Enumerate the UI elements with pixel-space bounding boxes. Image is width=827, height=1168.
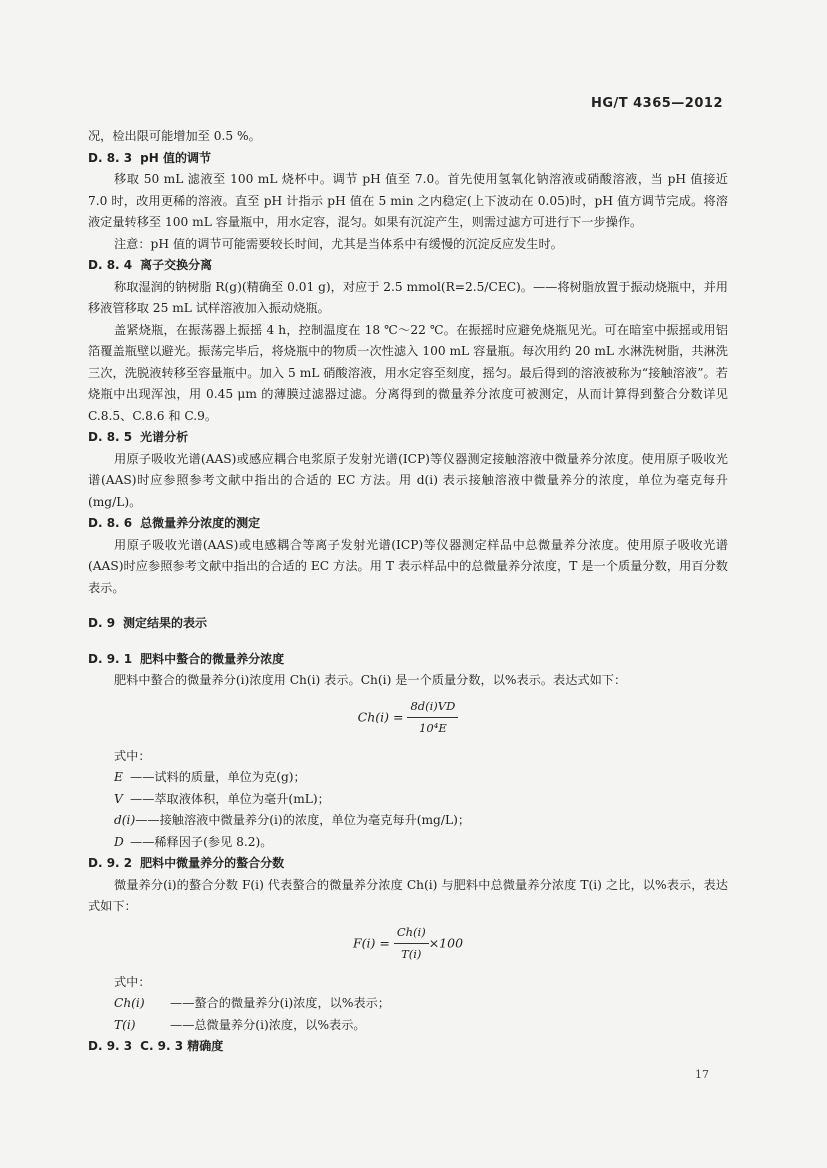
formula-f1 — [88, 696, 728, 740]
subsection-heading — [88, 255, 728, 277]
variable-description: ——接触溶液中微量养分(i)的浓度，单位为毫克每升(mg/L)； — [135, 813, 471, 827]
formula-numerator: Ch(i) — [394, 922, 429, 945]
variable-definition — [114, 789, 728, 811]
heading-number: D. 9. 2 — [88, 856, 133, 870]
formula-denominator: 10⁴E — [419, 721, 447, 735]
paragraph: 移取 50 mL 滤液至 100 mL 烧杯中。调节 pH 值至 7.0。首先使用氢氧化钠溶液或硝酸溶液，当 pH 值接近 7.0 时，改用更稀的溶液。直至 pH 计指示 pH 值在 5 min 之内稳定(上下波动在 0.05)时，pH 值方调节完成。将溶液定量转移至 100 mL 容量瓶中，用水定容，混匀。如果有沉淀产生，则需过滤方可进行下一步操作。 — [88, 172, 728, 229]
variable-description: ——试料的质量，单位为克(g)； — [130, 770, 306, 784]
section-heading — [88, 613, 728, 635]
heading-title: C. 9. 3 精确度 — [140, 1039, 224, 1053]
variable-symbol: D — [114, 834, 124, 849]
paragraph: 微量养分(i)的螯合分数 F(i) 代表螯合的微量养分浓度 Ch(i) 与肥料中总微量养分浓度 T(i) 之比，以%表示，表达式如下： — [88, 877, 728, 913]
subsection-heading — [88, 427, 728, 449]
heading-title: 肥料中螯合的微量养分浓度 — [140, 651, 285, 666]
page-number: 17 — [695, 1068, 709, 1081]
variable-description: ——螯合的微量养分(i)浓度，以%表示； — [170, 996, 390, 1010]
variable-symbol: V — [114, 791, 123, 806]
variable-definition — [114, 1015, 728, 1037]
heading-title: 肥料中微量养分的螯合分数 — [140, 856, 285, 870]
variable-definition — [114, 767, 728, 789]
heading-title: 总微量养分浓度的测定 — [140, 516, 261, 530]
heading-title: 测定结果的表示 — [123, 616, 208, 630]
formula-tail: ×100 — [428, 935, 464, 950]
variable-symbol: T(i) — [114, 1017, 136, 1032]
variable-definition — [114, 993, 728, 1015]
formula-f2 — [88, 922, 728, 966]
subsection-heading — [88, 148, 728, 170]
heading-number: D. 9. 1 — [88, 651, 133, 666]
heading-number: D. 8. 4 — [88, 258, 133, 272]
formula-numerator: 8d(i)VD — [407, 696, 458, 719]
where-label: 式中： — [114, 974, 151, 989]
variable-symbol: E — [114, 770, 123, 784]
variable-definition — [114, 832, 728, 854]
heading-number: D. 9. 3 — [88, 1039, 133, 1053]
paragraph: 注意：pH 值的调节可能需要较长时间，尤其是当体系中有缓慢的沉淀反应发生时。 — [114, 236, 563, 251]
subsection-heading — [88, 853, 728, 875]
where-label: 式中： — [114, 748, 151, 763]
formula-lhs: Ch(i) = — [357, 709, 404, 724]
paragraph: 用原子吸收光谱(AAS)或电感耦合等离子发射光谱(ICP)等仪器测定样品中总微量养分浓度。使用原子吸收光谱(AAS)时应参照参考文献中指出的合适的 EC 方法。用 T 表示样品中的总微量养分浓度，T 是一个质量分数，用百分数表示。 — [88, 537, 728, 595]
paragraph: 盖紧烧瓶，在振荡器上振摇 4 h，控制温度在 18 ℃～22 ℃。在振摇时应避免烧瓶见光。可在暗室中振摇或用铝箔覆盖瓶壁以避光。振荡完毕后，将烧瓶中的物质一次性滤入 100 mL 容量瓶。每次用约 20 mL 水淋洗树脂，共淋洗三次，洗脱液转移至容量瓶中。加入 5 mL 硝酸溶液，用水定容至刻度，摇匀。最后得到的溶液被称为“接触溶液”。若烧瓶中出现浑浊，用 0.45 μm 的薄膜过滤器过滤。分离得到的微量养分浓度可被测定，从而计算得到螯合分数详见 C.8.5、C.8.6 和 C.9。 — [88, 322, 728, 423]
heading-title: 光谱分析 — [140, 430, 189, 444]
standard-number: HG/T 4365—2012 — [590, 96, 723, 111]
paragraph: 肥料中螯合的微量养分(i)浓度用 Ch(i) 表示。Ch(i) 是一个质量分数，以%表示。表达式如下： — [114, 673, 627, 687]
heading-number: D. 8. 5 — [88, 430, 133, 444]
variable-symbol: Ch(i) — [114, 996, 145, 1010]
paragraph: 况，检出限可能增加至 0.5 %。 — [88, 129, 261, 143]
heading-number: D. 8. 3 — [88, 150, 133, 165]
heading-title: pH 值的调节 — [140, 150, 211, 165]
paragraph: 用原子吸收光谱(AAS)或感应耦合电浆原子发射光谱(ICP)等仪器测定接触溶液中微量养分浓度。使用原子吸收光谱(AAS)时应参照参考文献中指出的合适的 EC 方法。用 d(i) 表示接触溶液中微量养分的浓度，单位为毫克每升(mg/L)。 — [88, 451, 728, 509]
heading-number: D. 8. 6 — [88, 516, 133, 530]
formula-lhs: F(i) = — [352, 935, 390, 950]
variable-symbol: d(i) — [114, 813, 136, 827]
variable-description: ——萃取液体积，单位为毫升(mL)； — [130, 791, 330, 806]
heading-title: 离子交换分离 — [140, 258, 213, 272]
document-body — [88, 126, 728, 1058]
variable-definition — [114, 810, 728, 832]
paragraph: 称取湿润的钠树脂 R(g)(精确至 0.01 g)，对应于 2.5 mmol(R=2.5/CEC)。——将树脂放置于振动烧瓶中，并用移液管移取 25 mL 试样溶液加入振动烧瓶。 — [88, 279, 728, 315]
formula-fraction — [407, 696, 458, 740]
subsection-heading — [88, 649, 728, 671]
formula-denominator: T(i) — [401, 947, 422, 961]
subsection-heading — [88, 513, 728, 535]
heading-number: D. 9 — [88, 616, 116, 630]
subsection-heading — [88, 1036, 728, 1058]
variable-description: ——稀释因子(参见 8.2)。 — [130, 834, 273, 849]
variable-description: ——总微量养分(i)浓度，以%表示。 — [170, 1017, 366, 1032]
formula-fraction — [394, 922, 429, 966]
